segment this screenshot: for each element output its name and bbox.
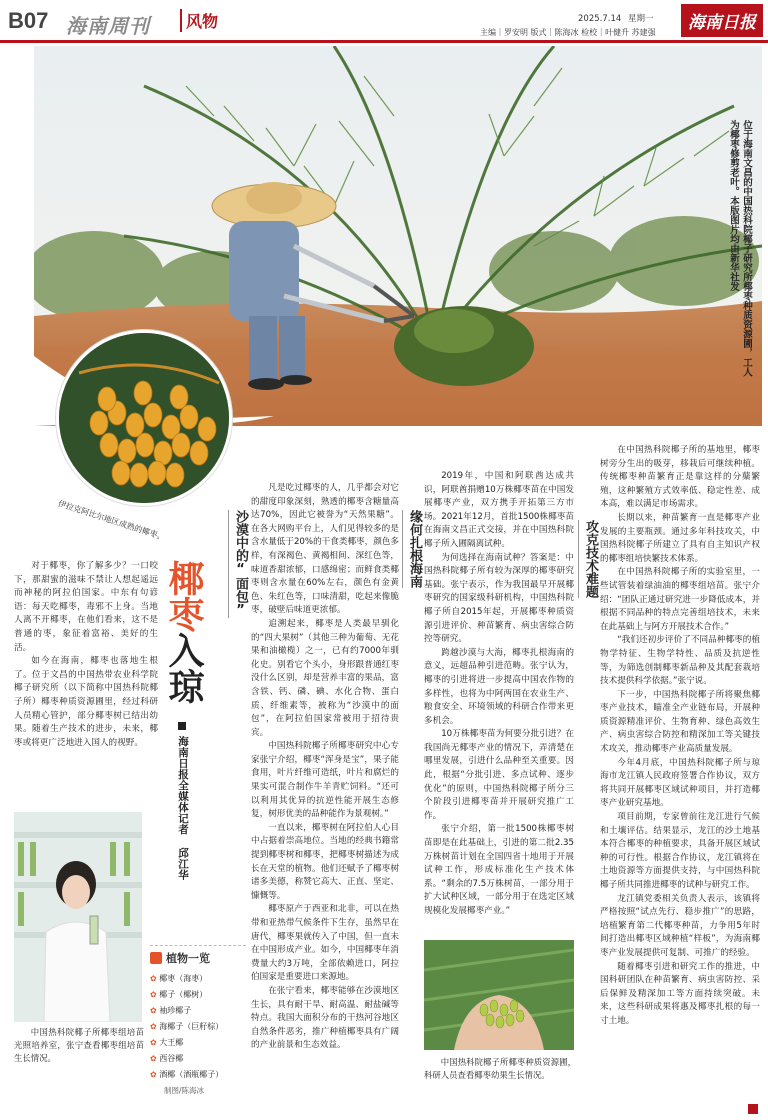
col2-paragraph: 在张宁看来，椰枣能够在沙漠地区生长，具有耐干旱、耐高温、耐盐碱等特点。我国大面积分布的干热河谷地区自然条件恶劣，推广种植椰枣具有广阔的产业前景和生态效益。 xyxy=(251,985,399,1051)
lab-photo-caption: 中国热科院椰子所椰枣组培苗光照培养室，张宁查看椰枣组培苗生长情况。 xyxy=(14,1027,144,1063)
col3-paragraph: 10万株椰枣苗为何要分批引进？在我国尚无椰枣产业的情况下，弄清楚在哪里发展，引进什么品种至关重要。因此，根据“分批引进、多点试种、逐步优化”的原则，中国热科院椰子所分三个阶段引进椰枣苗并开展研究推广工作。 xyxy=(424,729,574,821)
section-1-heading: 沙漠中的“面包” xyxy=(228,510,250,618)
end-mark-icon xyxy=(748,1104,758,1114)
col4-paragraph: 下一步，中国热科院椰子所将聚焦椰枣产业技术，瞄准全产业链布局，开展种质资源精准评价、生物育种、绿色高效生产、病虫害综合防控和精深加工等关键技术攻关，推动椰枣产业高质量发展。 xyxy=(600,689,760,755)
plant-name: 酒椰（酒瓶椰子） xyxy=(159,1070,224,1079)
list-item xyxy=(150,1067,246,1083)
dates-circle-photo xyxy=(56,330,232,506)
issue-date xyxy=(578,12,653,24)
newspaper-name: 海南日报 xyxy=(688,13,756,33)
col4-paragraph: 项目前期，专家曾前往龙江进行气候和土壤评估。结果显示，龙江的沙土地基本符合椰枣的种植要求，具备开展区域试种的可行性。根据合作协议，龙江镇将在土地资源等方面提供支持，与中国热科院椰子所共同推进椰枣的试种与研究工作。 xyxy=(600,812,760,890)
brand-logo: 海南周刊 xyxy=(66,14,150,38)
plant-list xyxy=(150,971,246,1083)
col4-paragraph: 在中国热科院椰子所的基地里，椰枣树旁分生出的吸芽，移栽后可继续种植。传统椰枣种苗繁育正是靠这样的分蘖繁殖，这种繁殖方式效率低、稳定性差、成本高，难以满足市场需求。 xyxy=(600,445,760,510)
hand-holding-young-dates-photo xyxy=(424,940,574,1050)
plant-name: 袖珍椰子 xyxy=(159,1006,192,1015)
list-item xyxy=(150,987,246,1003)
page-header xyxy=(0,0,768,44)
intro-paragraph-2: 如今在海南，椰枣也落地生根了。位于文昌的中国热带农业科学院椰子研究所（以下简称中国热科院椰子所）椰枣种质资源圃里，经过科研人员精心管护，部分椰枣树已结出幼果。随着生产技术的进步，未来，椰枣或将更广泛地进入国人的视野。 xyxy=(14,656,158,748)
col3-paragraph: 2019年，中国和阿联酋达成共识，阿联酋捐赠10万株椰枣苗在中国发展椰枣产业，双方携手开拓第三方市场。2021年12月，首批1500株椰枣苗在海南文昌正式交接，并在中国热科院椰子所入圃隔离试种。 xyxy=(424,471,574,549)
byline-square xyxy=(178,722,186,730)
editor-credits: 主编｜罗安明 版式｜陈海冰 检校｜叶健升 苏建强 xyxy=(480,28,656,37)
list-item xyxy=(150,1035,246,1051)
col2-paragraph: 追溯起来，椰枣是人类最早驯化的“四大果树”（其他三种为葡萄、无花果和油橄榄）之一，已有约7000年驯化史。别看它个头小，身形跟普通红枣没什么区别，却是营养丰富的果品，富含铁、钙、磷、碘、水化合物、蛋白质、纤维素等，被称为“沙漠中的面包”，在阿拉伯国家常被用于招待贵宾。 xyxy=(251,618,399,738)
flower-icon: ✿ xyxy=(150,1022,160,1031)
plant-list-box xyxy=(150,945,246,1110)
section-3-heading: 攻克技术难题 xyxy=(578,520,600,598)
col4-paragraph: “我们还初步评价了不同品种椰枣的植物学特征、生物学特性、品质及抗逆性等，为筛选创制椰枣新品种及其配套栽培技术提供科学依据。”张宁说。 xyxy=(600,635,760,687)
col2-paragraph: 凡是吃过椰枣的人，几乎都会对它的甜度印象深刻，熟透的椰枣含糖量高达70%，因此它被誉为“天然果糖”。在各大网购平台上，人们见得较多的是含水量低于20%的干食类椰枣，颜色多样，有深褐色、黄褐相间、深红色等，味道香甜浓郁，口感绵密；而鲜食类椰枣则含水量在60%左右，颜色有金黄色、朱红色等，口味清甜，吃起来像脆枣，破壁后味道更浓郁。 xyxy=(251,483,400,616)
plant-name: 椰枣（海枣） xyxy=(159,974,208,983)
young-fruit-photo xyxy=(424,940,574,1050)
col4-paragraph: 随着椰枣引进和研究工作的推进，中国科研团队在种苗繁育、病虫害防控、采后保鲜及精深加工等方面持续突破。未来，这些科研成果将惠及椰枣扎根的每一寸土地。 xyxy=(600,961,760,1026)
flower-icon: ✿ xyxy=(150,990,160,999)
leaf-icon xyxy=(150,952,162,964)
col3-paragraph: 张宁介绍，第一批1500株椰枣树苗即是在此基础上，引进的第二批2.35万株树苗计划在全国四省十地用于开展试种工作，形成标准化生产技术体系。“剩余的7.5万株树苗，一部分用于扩大试种区域，一部分用于在选定区域规模化发展椰枣产业。” xyxy=(424,824,574,916)
plant-name: 西谷椰 xyxy=(159,1054,184,1063)
column-4 xyxy=(600,444,760,1029)
col2-paragraph: 椰枣原产于西亚和北非，可以在热带和亚热带气候条件下生存，虽然早在唐代，椰枣果就传入了中国，但一直未在中国形成产业。如今，中国椰枣年消费量大约3万吨，全部依赖进口，阿拉伯国家是重要进口来源地。 xyxy=(251,904,399,983)
date-text: 2025.7.14 xyxy=(578,14,622,24)
byline: 海南日报全媒体记者 邱江华 xyxy=(177,736,189,881)
header-rule xyxy=(0,40,768,43)
plant-name: 大王椰 xyxy=(159,1038,184,1047)
col4-paragraph: 在中国热科院椰子所的实验室里，一些试管装着绿油油的椰枣组培苗。张宁介绍：“团队正通过研究进一步降低成本，并根据不同品种的特点完善组培技术，未来在此基础上与阿方开展技术合作。” xyxy=(600,567,760,632)
researcher-in-lab-photo xyxy=(14,812,142,1022)
col2-paragraph: 中国热科院椰子所椰枣研究中心专家张宁介绍，椰枣“浑身是宝”，果子能食用，叶片纤维可造纸，叶片和腐烂的果实可混合制作牛羊青贮饲料。“还可以利用其优异的抗逆性能开展生态修复，树形优美的品种能作为景观树。” xyxy=(251,741,399,820)
ripe-dates-cluster-icon xyxy=(59,333,232,506)
section-2-heading: 缘何扎根海南 xyxy=(402,510,424,588)
col4-paragraph: 今年4月底，中国热科院椰子所与琼海市龙江镇人民政府签署合作协议，双方将共同开展椰枣区域试种项目，并打造椰枣产业研究基地。 xyxy=(600,757,760,809)
title-part-1: 椰枣 xyxy=(163,560,205,632)
section-tag: 风物 xyxy=(180,9,218,32)
column-3 xyxy=(424,470,574,919)
col3-paragraph: 为何选择在海南试种？答案是：中国热科院椰子所有较为深厚的椰枣研究基础。张宁表示，作为我国最早开展椰枣研究的国家级科研机构，中国热科院椰子所自2015年起，开展椰枣种质资源引进评价、种苗繁育、病虫害综合防控等研究。 xyxy=(424,552,574,645)
plant-list-title: 植物一览 xyxy=(166,952,210,965)
intro-block xyxy=(14,560,158,750)
circle-photo-caption: 伊拉克阿比尔地区成熟的椰枣。 xyxy=(56,498,167,543)
flower-icon: ✿ xyxy=(150,974,160,983)
col4-paragraph: 长期以来，种苗繁育一直是椰枣产业发展的主要瓶颈。通过多年科技攻关，中国热科院椰子所建立了具有自主知识产权的椰枣组培快繁技术体系。 xyxy=(600,512,760,564)
plant-name: 海椰子（巨籽棕） xyxy=(159,1022,224,1031)
weekday-text: 星期一 xyxy=(627,14,654,24)
page-code: B07 xyxy=(8,8,49,33)
list-item xyxy=(150,1051,246,1067)
list-item xyxy=(150,1019,246,1035)
flower-icon: ✿ xyxy=(150,1006,160,1015)
flower-icon: ✿ xyxy=(150,1038,160,1047)
col4-paragraph: 龙江镇党委相关负责人表示，该镇将严格按照“试点先行、稳步推广”的思路，培植繁育第二代椰枣种苗，力争用5年时间打造出椰枣区域种植“样板”，为海南椰枣产业发展提供可复制、可推广的经验。 xyxy=(600,893,760,958)
lab-photo xyxy=(14,812,142,1022)
newspaper-logo xyxy=(681,4,763,37)
young-fruit-caption: 中国热科院椰子所椰枣种质资源圃，科研人员查看椰枣幼果生长情况。 xyxy=(424,1057,576,1080)
plant-list-header xyxy=(150,950,246,966)
title-part-2: 入琼 xyxy=(163,632,205,704)
flower-icon: ✿ xyxy=(150,1054,160,1063)
plant-name: 椰子（椰树） xyxy=(159,990,208,999)
col3-paragraph: 跨越沙漠与大海，椰枣扎根海南的意义，远超品种引进范畴。张宁认为，椰枣的引进将进一步提高中国农作物的多样性，也将为中阿两国在农业生产、粮食安全、环境领域的科研合作带来更多机会。 xyxy=(424,647,574,726)
main-photo-caption: 位于海南文昌的中国热科院椰子研究所椰枣种质资源圃，工人为椰枣修剪老叶。本版图片均由新华社发 xyxy=(728,120,752,377)
col2-paragraph: 一直以来，椰枣树在阿拉伯人心目中占据着崇高地位。当地的经典书籍常提到椰枣树和椰枣，把椰枣树描述为成长在天堂的植物。他们还赋予了椰枣树诸多美德，称赞它高大、正直、坚定、慷慨等。 xyxy=(251,822,399,901)
list-item xyxy=(150,1003,246,1019)
plant-list-credit: 制图/陈海冰 xyxy=(164,1086,205,1095)
list-item xyxy=(150,971,246,987)
article-title xyxy=(164,560,204,704)
flower-icon: ✿ xyxy=(150,1070,160,1079)
column-2 xyxy=(251,482,399,1053)
intro-paragraph-1: 对于椰枣，你了解多少？一口咬下，那甜蜜的滋味不禁让人想起遥远而神秘的阿拉伯国家。中东有句谚语：每天吃椰枣，毒邪不上身。当地人离不开椰枣，在他们看来，这不是普通的枣，象征着富裕、美好的生活。 xyxy=(14,561,158,653)
